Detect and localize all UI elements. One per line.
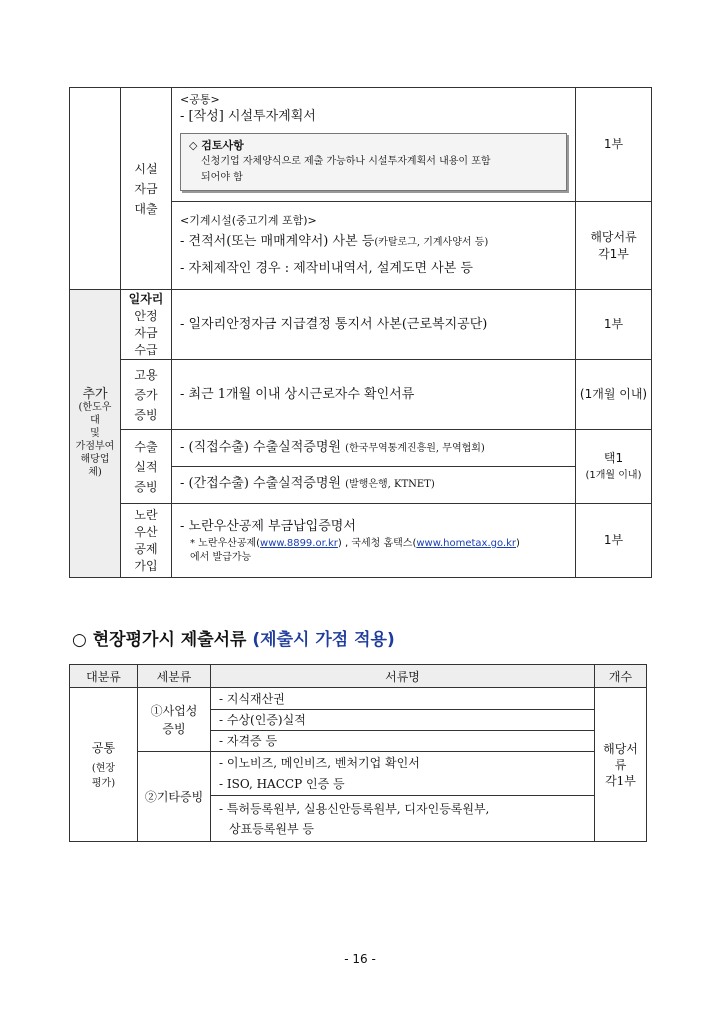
common-header: <공통> bbox=[180, 93, 220, 106]
common-doc-line: - [작성] 시설투자계획서 bbox=[180, 109, 316, 124]
count-cell bbox=[576, 430, 652, 504]
count-line: 각1부 bbox=[598, 246, 629, 261]
subcat-line: 실적 bbox=[134, 459, 158, 474]
machine-doc-line-2: - 자체제작인 경우 : 제작비내역서, 설계도면 사본 등 bbox=[180, 260, 473, 276]
doc-cell: - 자격증 등 bbox=[211, 731, 595, 752]
doc-line: - 노란우산공제 부금납입증명서 bbox=[180, 518, 356, 534]
export-indirect-line bbox=[172, 467, 575, 502]
subcat-line: 고용 bbox=[134, 367, 158, 382]
export-doc-cell bbox=[172, 430, 576, 504]
table-row bbox=[70, 290, 652, 360]
subcategory-business-proof bbox=[138, 688, 211, 752]
count-cell: (1개월 이내) bbox=[576, 360, 652, 430]
doc-line: 상표등록원부 등 bbox=[229, 821, 314, 836]
doc-line: - 일자리안정자금 지급결정 통지서 사본(근로복지공단) bbox=[180, 316, 488, 332]
issuance-note-2: 에서 발급가능 bbox=[190, 551, 252, 563]
section-title-highlight: (제출시 가점 적용) bbox=[252, 630, 395, 650]
subcat-line: 시설 bbox=[134, 161, 158, 176]
export-direct-small: (한국무역통계진흥원, 무역협회) bbox=[345, 443, 485, 454]
doc-cell bbox=[172, 504, 576, 578]
subcategory-facility-loan bbox=[121, 88, 172, 290]
cat-line: 해당업 bbox=[80, 454, 110, 465]
site-evaluation-documents-table bbox=[69, 664, 647, 842]
subcat-line: 노란 bbox=[134, 507, 158, 522]
review-note-title: ◇ 검토사항 bbox=[189, 139, 244, 152]
cat-line: 가점부여 bbox=[75, 441, 115, 452]
subcategory-employment-increase bbox=[121, 360, 172, 430]
header-subcategory: 세분류 bbox=[138, 665, 211, 688]
note-text: ) bbox=[516, 537, 520, 549]
subcat-line: 증빙 bbox=[162, 721, 186, 736]
table-row bbox=[70, 88, 652, 202]
cat-line: (한도우 bbox=[78, 402, 112, 413]
doc-cell bbox=[172, 360, 576, 430]
category-extra bbox=[70, 290, 121, 578]
subcat-line: 가입 bbox=[134, 558, 158, 573]
count-line: 해당서류 bbox=[590, 229, 637, 244]
subcat-line: 일자리 bbox=[128, 291, 164, 306]
machine-doc-line-1 bbox=[180, 232, 567, 253]
subcat-line: 자금 bbox=[134, 325, 158, 340]
subcat-line: 증빙 bbox=[134, 479, 158, 494]
subcategory-noran-umbrella bbox=[121, 504, 172, 578]
machine-doc-small: (카탈로그, 기계사양서 등) bbox=[374, 236, 489, 248]
doc-line: - 특허등록원부, 실용신안등록원부, 디자인등록원부, bbox=[219, 801, 490, 816]
cat-line: 추가 bbox=[82, 387, 108, 402]
count-line: (1개월 이내) bbox=[585, 469, 642, 481]
machine-doc-main: - 견적서(또는 매매계약서) 사본 등 bbox=[180, 233, 375, 249]
cat-line: 공통 bbox=[91, 740, 116, 755]
count-line: 각1부 bbox=[605, 773, 636, 788]
table-row bbox=[70, 430, 652, 504]
count-line: 해당서 bbox=[603, 741, 638, 756]
subcategory-export-proof bbox=[121, 430, 172, 504]
cat-line: 체) bbox=[88, 467, 102, 478]
doc-line: - 최근 1개월 이내 상시근로자수 확인서류 bbox=[180, 386, 415, 402]
subcategory-other-proof bbox=[138, 752, 211, 842]
note-text: * 노란우산공제( bbox=[190, 537, 261, 549]
doc-cell: - 수상(인증)실적 bbox=[211, 710, 595, 731]
header-document-name: 서류명 bbox=[211, 665, 595, 688]
machine-header: <기계시설(중고기계 포함)> bbox=[180, 213, 317, 227]
count-cell: 1부 bbox=[576, 504, 652, 578]
cat-line: 평가) bbox=[91, 777, 116, 789]
subcat-line: 수출 bbox=[134, 439, 158, 454]
subcat-line: 자금 bbox=[134, 181, 158, 196]
subcat-line: 안정 bbox=[134, 308, 158, 323]
section-title bbox=[72, 625, 395, 650]
facility-common-docs bbox=[172, 88, 576, 202]
subcat-line: 증빙 bbox=[134, 407, 158, 422]
cat-line: (현장 bbox=[91, 762, 116, 774]
count-cell: 1부 bbox=[576, 88, 652, 202]
category-cell-empty bbox=[70, 88, 121, 290]
review-note-body-1: 신청기업 자체양식으로 제출 가능하나 시설투자계획서 내용이 포함 bbox=[201, 156, 491, 167]
section-title-text: ○ 현장평가시 제출서류 bbox=[72, 630, 253, 650]
count-cell bbox=[595, 688, 647, 842]
subcat-line: ①사업성 bbox=[150, 703, 198, 718]
page-number: - 16 - bbox=[344, 952, 376, 966]
review-note-body-2: 되어야 함 bbox=[201, 172, 243, 183]
doc-cell bbox=[211, 796, 595, 842]
subcat-line: 수급 bbox=[134, 342, 158, 357]
table-row bbox=[70, 504, 652, 578]
subcat-line: ②기타증빙 bbox=[144, 789, 204, 804]
header-main-category: 대분류 bbox=[70, 665, 138, 688]
noran-link[interactable]: www.8899.or.kr bbox=[260, 537, 338, 549]
header-count: 개수 bbox=[595, 665, 647, 688]
count-cell bbox=[576, 202, 652, 290]
doc-cell: - 이노비즈, 메인비즈, 벤처기업 확인서 bbox=[211, 752, 595, 774]
count-line: 류 bbox=[614, 757, 627, 772]
cat-line: 및 bbox=[90, 428, 100, 439]
table-row bbox=[70, 360, 652, 430]
facility-machine-docs bbox=[172, 202, 576, 290]
table-row bbox=[70, 752, 647, 774]
doc-cell: - 지식재산권 bbox=[211, 688, 595, 710]
count-line: 택1 bbox=[603, 450, 624, 465]
table-row bbox=[70, 688, 647, 710]
subcat-line: 대출 bbox=[134, 201, 158, 216]
category-common-site bbox=[70, 688, 138, 842]
doc-cell bbox=[172, 290, 576, 360]
doc-cell: - ISO, HACCP 인증 등 bbox=[211, 774, 595, 796]
subcategory-job-stability bbox=[121, 290, 172, 360]
table-header-row bbox=[70, 665, 647, 688]
export-indirect-main: - (간접수출) 수출실적증명원 bbox=[180, 476, 341, 491]
hometax-link[interactable]: www.hometax.go.kr bbox=[416, 537, 517, 549]
note-text: ) , 국세청 홈택스( bbox=[337, 537, 417, 549]
subcat-line: 우산 bbox=[134, 524, 158, 539]
cat-line: 대 bbox=[90, 415, 100, 426]
export-direct-main: - (직접수출) 수출실적증명원 bbox=[180, 440, 341, 455]
subcat-line: 공제 bbox=[134, 541, 158, 556]
subcat-line: 증가 bbox=[134, 387, 158, 402]
export-direct-line bbox=[172, 431, 575, 467]
review-note-box bbox=[180, 133, 567, 191]
issuance-note bbox=[180, 537, 567, 551]
export-indirect-small: (발행은행, KTNET) bbox=[345, 479, 435, 490]
count-cell: 1부 bbox=[576, 290, 652, 360]
required-documents-table bbox=[69, 87, 652, 578]
